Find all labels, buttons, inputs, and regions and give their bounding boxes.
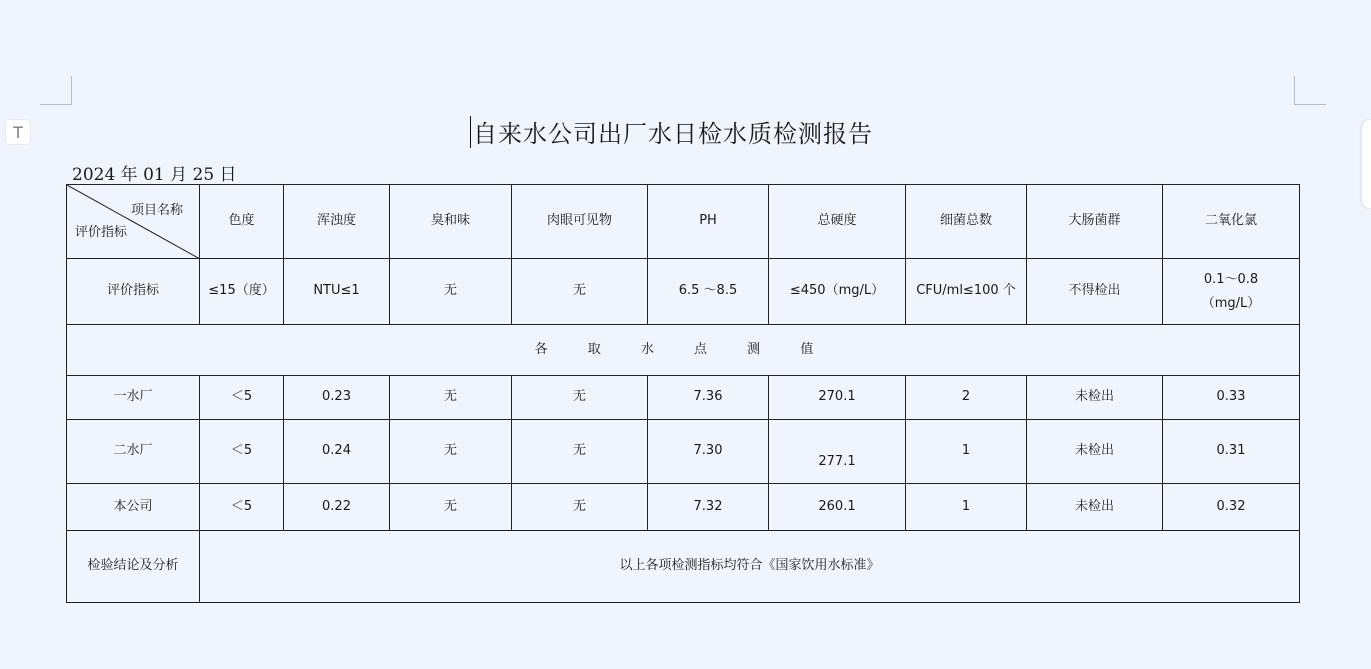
column-header: PH bbox=[648, 185, 769, 259]
table-cell: 0.24 bbox=[284, 420, 390, 484]
table-cell: 无 bbox=[512, 484, 648, 531]
table-cell: 7.36 bbox=[648, 376, 769, 420]
row-label: 二水厂 bbox=[67, 420, 200, 484]
table-cell: 270.1 bbox=[769, 376, 906, 420]
table-cell: 未检出 bbox=[1027, 484, 1163, 531]
standard-cell: CFU/ml≤100 个 bbox=[906, 259, 1027, 325]
standard-cell: 无 bbox=[390, 259, 512, 325]
table-row bbox=[67, 376, 1300, 420]
row-label: 检验结论及分析 bbox=[67, 531, 200, 603]
table-cell: 0.31 bbox=[1163, 420, 1300, 484]
table-cell: ＜5 bbox=[200, 420, 284, 484]
standard-range: 0.1～0.8 bbox=[1203, 271, 1259, 287]
row-label: 评价指标 bbox=[67, 259, 200, 325]
standard-cell: 不得检出 bbox=[1027, 259, 1163, 325]
diagonal-header-top: 项目名称 bbox=[130, 203, 183, 218]
standard-cell: NTU≤1 bbox=[284, 259, 390, 325]
column-header: 总硬度 bbox=[769, 185, 906, 259]
column-header: 臭和味 bbox=[390, 185, 512, 259]
table-cell bbox=[769, 420, 906, 484]
table-cell: 无 bbox=[390, 420, 512, 484]
standard-unit: （mg/L） bbox=[1201, 295, 1261, 311]
table-cell: 无 bbox=[390, 376, 512, 420]
table-row bbox=[67, 484, 1300, 531]
document-title-text: 自来水公司出厂水日检水质检测报告 bbox=[473, 120, 873, 148]
column-header: 大肠菌群 bbox=[1027, 185, 1163, 259]
table-cell: 无 bbox=[512, 376, 648, 420]
column-header: 二氧化氯 bbox=[1163, 185, 1300, 259]
report-date: 2024 年 01 月 25 日 bbox=[72, 165, 237, 185]
section-label: 各 取 水 点 测 值 bbox=[67, 325, 1300, 376]
section-row bbox=[67, 325, 1300, 376]
row-label: 本公司 bbox=[67, 484, 200, 531]
header-row bbox=[67, 185, 1300, 259]
diagonal-header-bottom: 评价指标 bbox=[75, 224, 128, 240]
table-cell: 7.30 bbox=[648, 420, 769, 484]
water-quality-table bbox=[66, 184, 1300, 603]
table-cell: 1 bbox=[906, 420, 1027, 484]
table-cell: 0.33 bbox=[1163, 376, 1300, 420]
text-cursor-icon[interactable]: T bbox=[6, 120, 30, 144]
table-cell: 未检出 bbox=[1027, 420, 1163, 484]
table-cell: 2 bbox=[906, 376, 1027, 420]
row-label: 一水厂 bbox=[67, 376, 200, 420]
conclusion-text: 以上各项检测指标均符合《国家饮用水标准》 bbox=[200, 531, 1300, 603]
side-panel-tab[interactable] bbox=[1362, 120, 1371, 208]
table-cell-value: 277.1 bbox=[818, 454, 856, 470]
table-cell: 无 bbox=[512, 420, 648, 484]
table-cell: 无 bbox=[390, 484, 512, 531]
table-cell: 7.32 bbox=[648, 484, 769, 531]
table-cell: ＜5 bbox=[200, 376, 284, 420]
page-corner-top-right bbox=[1294, 76, 1326, 105]
column-header: 色度 bbox=[200, 185, 284, 259]
standard-cell: 无 bbox=[512, 259, 648, 325]
conclusion-row bbox=[67, 531, 1300, 603]
table-row bbox=[67, 420, 1300, 484]
text-caret bbox=[470, 116, 471, 148]
document-title[interactable] bbox=[470, 114, 873, 149]
table-cell: 0.23 bbox=[284, 376, 390, 420]
column-header: 肉眼可见物 bbox=[512, 185, 648, 259]
standard-cell: ≤450（mg/L） bbox=[769, 259, 906, 325]
table-cell: 未检出 bbox=[1027, 376, 1163, 420]
table-cell: 0.32 bbox=[1163, 484, 1300, 531]
page-corner-top-left bbox=[40, 76, 72, 105]
standard-cell-two-line bbox=[1163, 259, 1300, 325]
column-header: 浑浊度 bbox=[284, 185, 390, 259]
column-header: 细菌总数 bbox=[906, 185, 1027, 259]
standard-row bbox=[67, 259, 1300, 325]
table-cell: ＜5 bbox=[200, 484, 284, 531]
standard-cell: ≤15（度） bbox=[200, 259, 284, 325]
table-cell: 1 bbox=[906, 484, 1027, 531]
standard-cell: 6.5 ～8.5 bbox=[648, 259, 769, 325]
diagonal-header-cell bbox=[67, 185, 200, 259]
table-cell: 260.1 bbox=[769, 484, 906, 531]
table-cell: 0.22 bbox=[284, 484, 390, 531]
